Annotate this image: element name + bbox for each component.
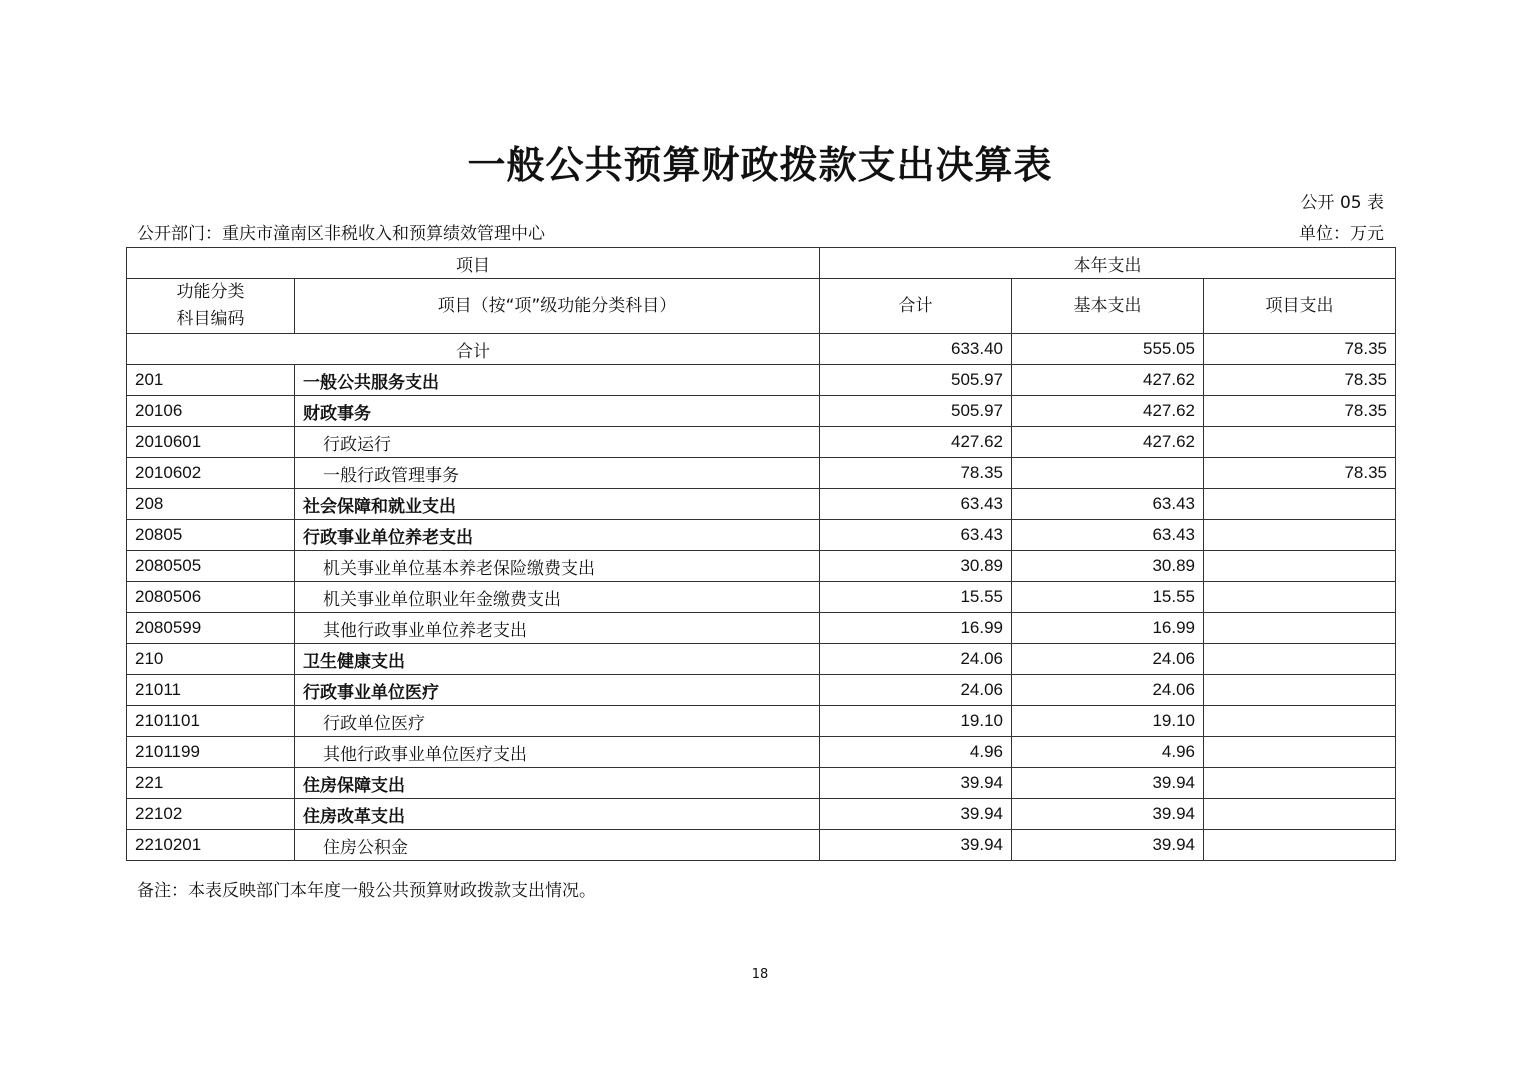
total-row-project: 78.35 xyxy=(1204,334,1396,365)
row-project xyxy=(1204,582,1396,613)
table-row xyxy=(127,427,1396,458)
row-total: 19.10 xyxy=(820,706,1012,737)
row-total: 15.55 xyxy=(820,582,1012,613)
row-basic: 427.62 xyxy=(1012,365,1204,396)
row-name: 一般行政管理事务 xyxy=(295,458,820,489)
row-basic: 24.06 xyxy=(1012,644,1204,675)
row-basic: 427.62 xyxy=(1012,427,1204,458)
header-code-line: 科目编码 xyxy=(176,309,245,329)
row-basic: 39.94 xyxy=(1012,768,1204,799)
row-project xyxy=(1204,799,1396,830)
row-total: 24.06 xyxy=(820,675,1012,706)
header-code-line: 功能分类 xyxy=(176,282,245,302)
header-project: 项目支出 xyxy=(1204,279,1396,334)
row-total: 39.94 xyxy=(820,799,1012,830)
total-row-basic: 555.05 xyxy=(1012,334,1204,365)
row-name: 住房保障支出 xyxy=(295,768,820,799)
table-row xyxy=(127,737,1396,768)
row-name: 住房改革支出 xyxy=(295,799,820,830)
total-row xyxy=(127,334,1396,365)
total-row-total: 633.40 xyxy=(820,334,1012,365)
row-project: 78.35 xyxy=(1204,458,1396,489)
row-name: 其他行政事业单位医疗支出 xyxy=(295,737,820,768)
row-name: 卫生健康支出 xyxy=(295,644,820,675)
row-project xyxy=(1204,520,1396,551)
header-item: 项目 xyxy=(127,248,820,279)
row-project xyxy=(1204,768,1396,799)
row-basic: 30.89 xyxy=(1012,551,1204,582)
row-basic: 4.96 xyxy=(1012,737,1204,768)
row-total: 63.43 xyxy=(820,489,1012,520)
unit-label: 单位：万元 xyxy=(1299,224,1384,244)
table-row xyxy=(127,365,1396,396)
row-total: 4.96 xyxy=(820,737,1012,768)
table-row xyxy=(127,520,1396,551)
row-total: 505.97 xyxy=(820,396,1012,427)
row-basic: 39.94 xyxy=(1012,830,1204,861)
row-code: 2101199 xyxy=(127,737,295,768)
table-row xyxy=(127,582,1396,613)
header-total: 合计 xyxy=(820,279,1012,334)
row-total: 30.89 xyxy=(820,551,1012,582)
row-project xyxy=(1204,489,1396,520)
row-total: 39.94 xyxy=(820,768,1012,799)
row-project xyxy=(1204,830,1396,861)
row-name: 行政事业单位养老支出 xyxy=(295,520,820,551)
table-row xyxy=(127,396,1396,427)
row-basic: 39.94 xyxy=(1012,799,1204,830)
table-row xyxy=(127,458,1396,489)
row-basic: 15.55 xyxy=(1012,582,1204,613)
header-code xyxy=(127,279,295,334)
header-current-year: 本年支出 xyxy=(820,248,1396,279)
row-name: 一般公共服务支出 xyxy=(295,365,820,396)
table-body xyxy=(127,334,1396,861)
table-row xyxy=(127,551,1396,582)
table-row xyxy=(127,830,1396,861)
department-label: 公开部门：重庆市潼南区非税收入和预算绩效管理中心 xyxy=(137,224,545,244)
footnote: 备注：本表反映部门本年度一般公共预算财政拨款支出情况。 xyxy=(137,881,596,901)
row-code: 2210201 xyxy=(127,830,295,861)
row-total: 427.62 xyxy=(820,427,1012,458)
row-code: 22102 xyxy=(127,799,295,830)
row-basic: 427.62 xyxy=(1012,396,1204,427)
row-total: 16.99 xyxy=(820,613,1012,644)
table-row xyxy=(127,644,1396,675)
row-basic: 16.99 xyxy=(1012,613,1204,644)
row-basic: 19.10 xyxy=(1012,706,1204,737)
row-name: 行政事业单位医疗 xyxy=(295,675,820,706)
table-row xyxy=(127,675,1396,706)
table-number: 公开 05 表 xyxy=(1300,193,1384,213)
expenditure-table xyxy=(126,247,1396,861)
row-code: 2080506 xyxy=(127,582,295,613)
total-row-label: 合计 xyxy=(127,334,820,365)
row-project xyxy=(1204,427,1396,458)
row-total: 39.94 xyxy=(820,830,1012,861)
row-code: 2080505 xyxy=(127,551,295,582)
row-project xyxy=(1204,613,1396,644)
row-name: 行政运行 xyxy=(295,427,820,458)
row-name: 行政单位医疗 xyxy=(295,706,820,737)
row-code: 221 xyxy=(127,768,295,799)
row-name: 机关事业单位基本养老保险缴费支出 xyxy=(295,551,820,582)
row-code: 2101101 xyxy=(127,706,295,737)
row-total: 63.43 xyxy=(820,520,1012,551)
row-code: 2010602 xyxy=(127,458,295,489)
row-code: 210 xyxy=(127,644,295,675)
row-basic xyxy=(1012,458,1204,489)
row-project xyxy=(1204,551,1396,582)
row-project xyxy=(1204,737,1396,768)
row-total: 24.06 xyxy=(820,644,1012,675)
row-basic: 63.43 xyxy=(1012,520,1204,551)
row-basic: 24.06 xyxy=(1012,675,1204,706)
row-code: 2010601 xyxy=(127,427,295,458)
header-basic: 基本支出 xyxy=(1012,279,1204,334)
row-name: 其他行政事业单位养老支出 xyxy=(295,613,820,644)
row-basic: 63.43 xyxy=(1012,489,1204,520)
row-name: 财政事务 xyxy=(295,396,820,427)
row-code: 2080599 xyxy=(127,613,295,644)
row-project: 78.35 xyxy=(1204,396,1396,427)
row-code: 20805 xyxy=(127,520,295,551)
page-title: 一般公共预算财政拨款支出决算表 xyxy=(467,142,1053,187)
table-row xyxy=(127,613,1396,644)
row-total: 505.97 xyxy=(820,365,1012,396)
row-code: 208 xyxy=(127,489,295,520)
page-number: 18 xyxy=(751,967,769,982)
row-name: 住房公积金 xyxy=(295,830,820,861)
row-name: 社会保障和就业支出 xyxy=(295,489,820,520)
row-project xyxy=(1204,675,1396,706)
row-total: 78.35 xyxy=(820,458,1012,489)
row-project xyxy=(1204,644,1396,675)
row-name: 机关事业单位职业年金缴费支出 xyxy=(295,582,820,613)
table-row xyxy=(127,768,1396,799)
table-row xyxy=(127,489,1396,520)
row-code: 21011 xyxy=(127,675,295,706)
table-row xyxy=(127,799,1396,830)
row-code: 201 xyxy=(127,365,295,396)
row-code: 20106 xyxy=(127,396,295,427)
table-row xyxy=(127,706,1396,737)
row-project xyxy=(1204,706,1396,737)
header-name: 项目（按“项”级功能分类科目） xyxy=(295,279,820,334)
row-project: 78.35 xyxy=(1204,365,1396,396)
